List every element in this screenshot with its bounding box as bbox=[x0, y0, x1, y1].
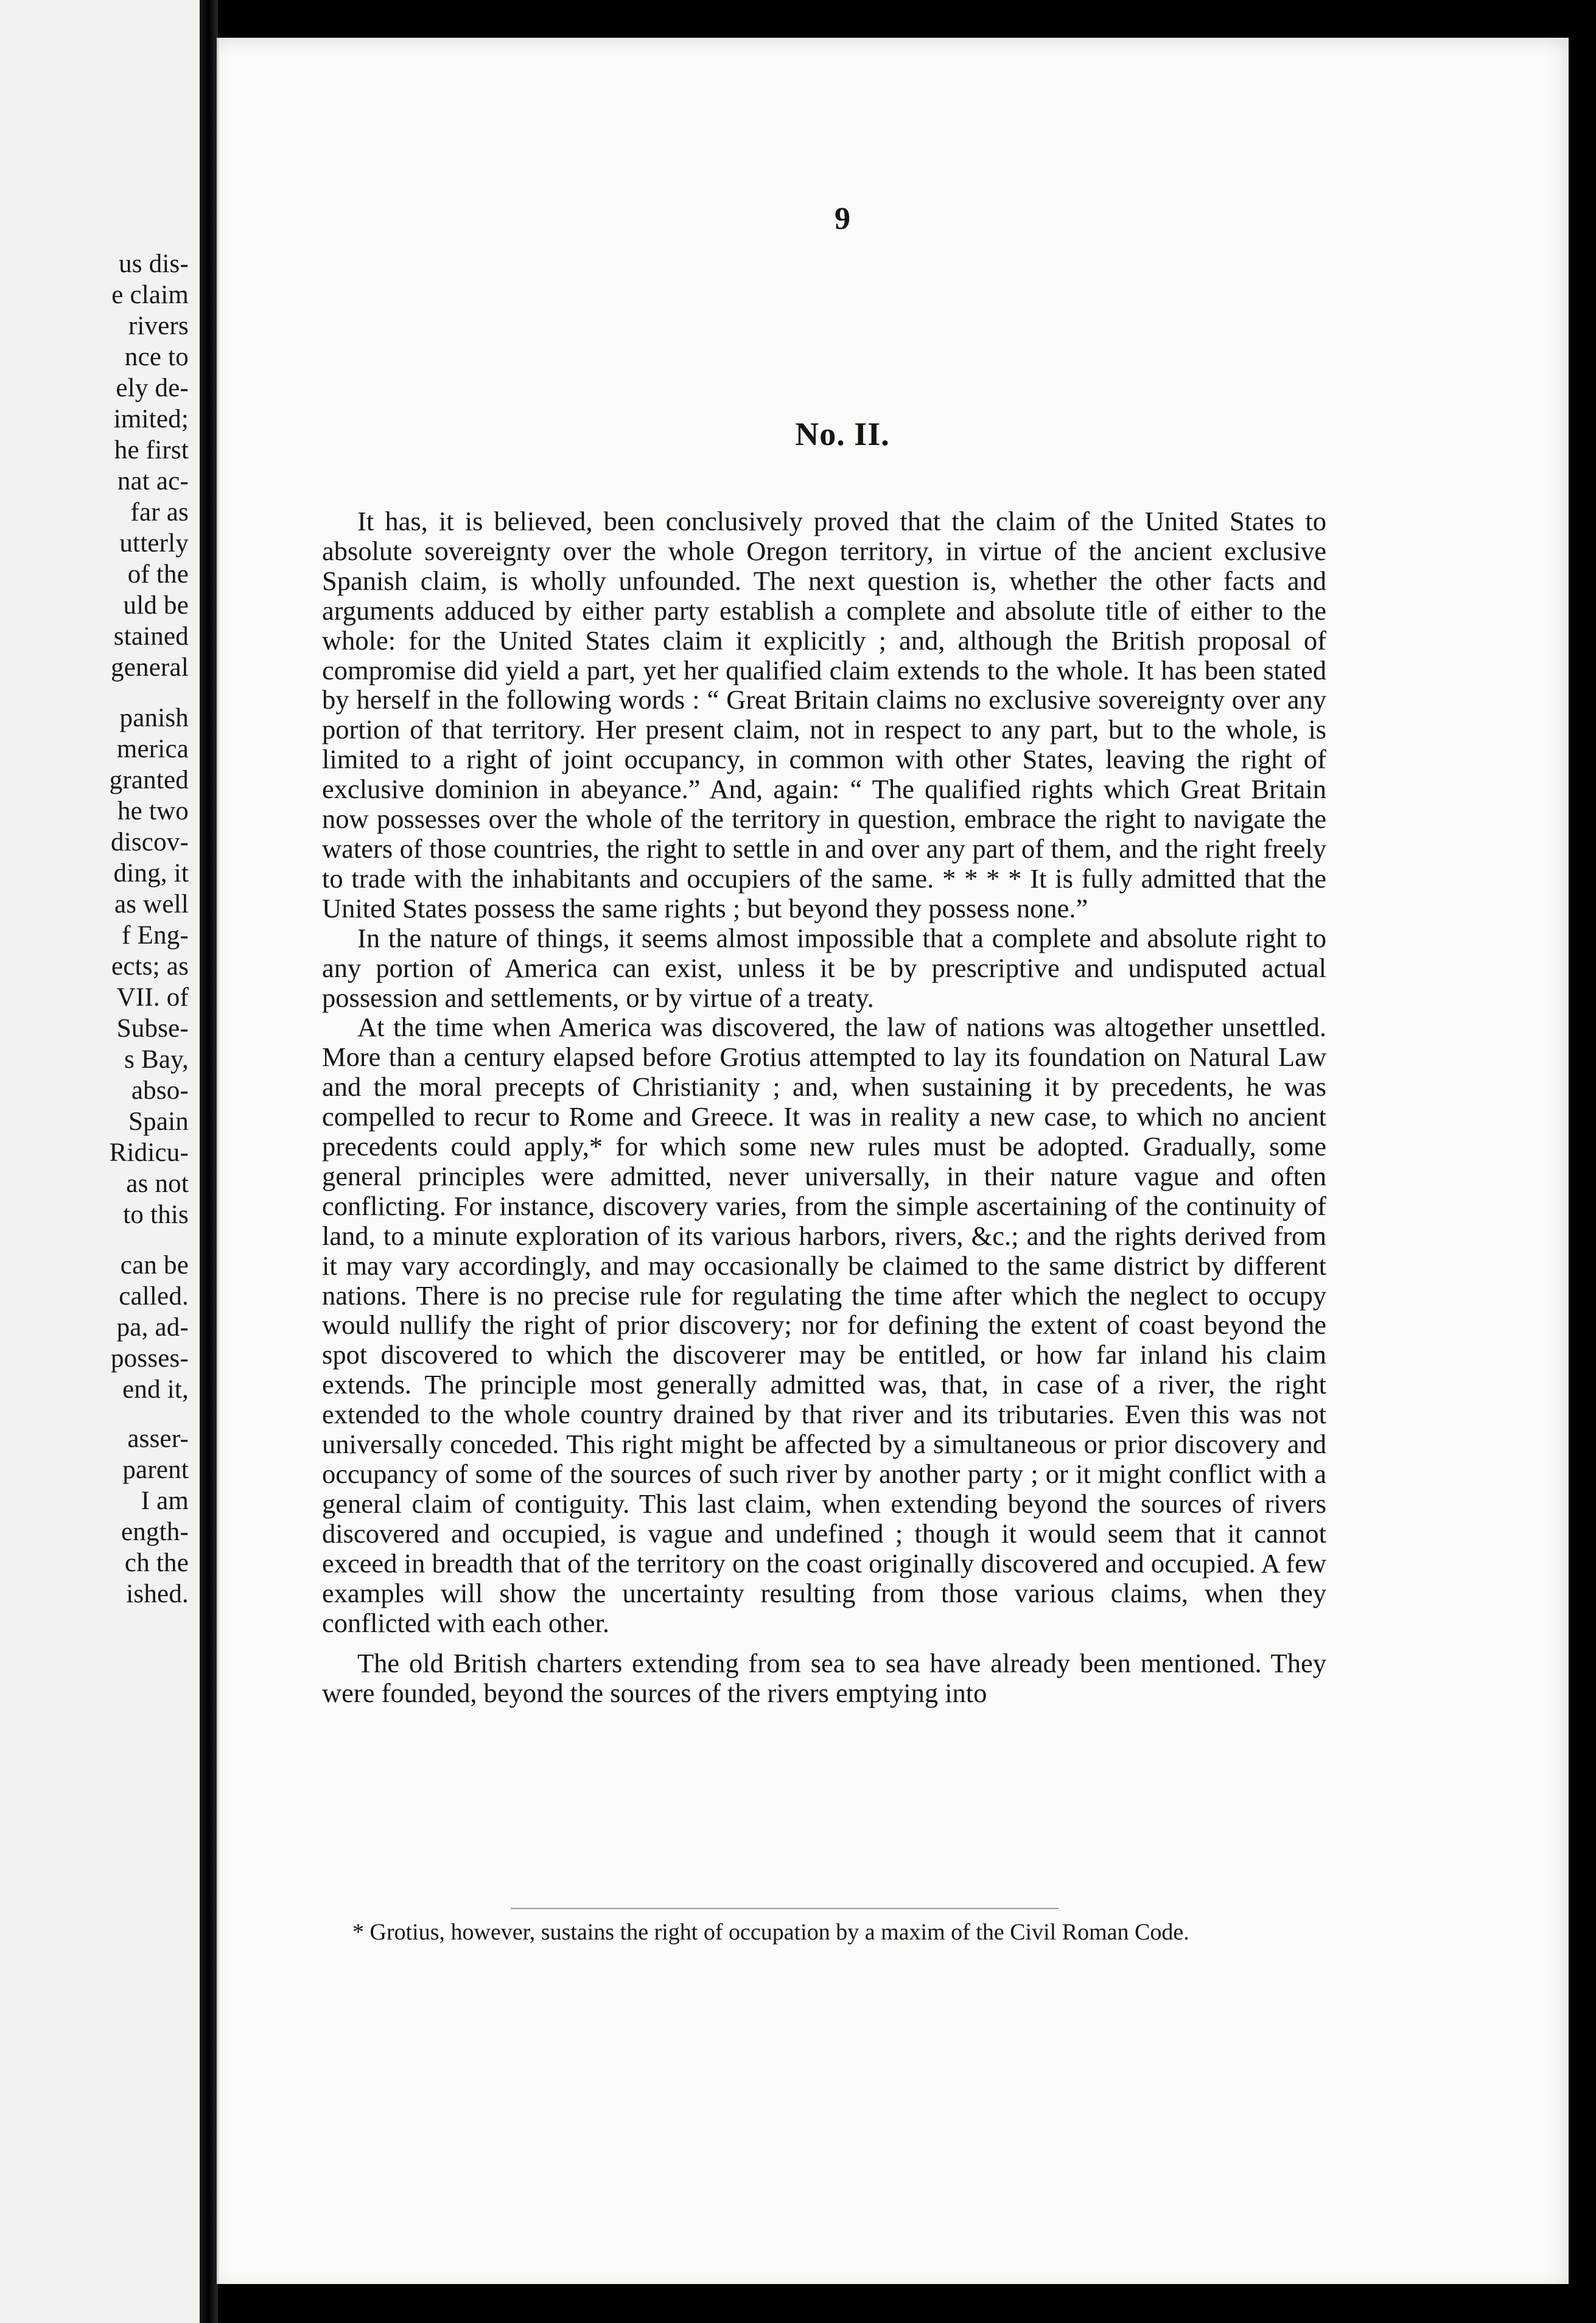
left-page-line: posses- bbox=[110, 1344, 189, 1373]
left-page-line: parent bbox=[122, 1456, 189, 1484]
left-page-line: can be bbox=[120, 1251, 189, 1280]
left-page-line: ished. bbox=[126, 1580, 189, 1608]
footnote-rule bbox=[511, 1908, 1059, 1909]
left-page-line: panish bbox=[119, 704, 189, 732]
left-page-line: abso- bbox=[131, 1076, 189, 1105]
left-page-line: as not bbox=[126, 1169, 189, 1198]
left-page-line: ely de- bbox=[116, 374, 189, 402]
left-page-line: end it, bbox=[122, 1375, 189, 1404]
footnote: * Grotius, however, sustains the right of occupation by a maxim of the Civil Roman Code. bbox=[352, 1919, 1189, 1945]
left-page-line: far as bbox=[130, 498, 189, 527]
left-page-line: uld be bbox=[123, 591, 189, 620]
left-page-line: Spain bbox=[128, 1107, 189, 1136]
body-text bbox=[322, 506, 1326, 1708]
left-page-line: nat ac- bbox=[117, 467, 189, 496]
left-page-line: Subse- bbox=[116, 1014, 189, 1043]
left-page-fragment bbox=[0, 0, 200, 2323]
left-page-line: called. bbox=[119, 1282, 189, 1311]
book-gutter bbox=[200, 0, 218, 2323]
left-page-line: granted bbox=[109, 766, 189, 794]
left-page-line: us dis- bbox=[119, 250, 189, 278]
left-page-line: he first bbox=[114, 436, 189, 464]
left-page-line: nce to bbox=[124, 343, 189, 371]
paragraph-1: It has, it is believed, been conclusively proved that the claim of the United States to absolute sovereignty over the whole Oregon territory, in virtue of the ancient exclusive Spanish claim, is wholly unfounded. The next question is, whether the other facts and arguments adduced by either party establish a complete and absolute title of either to the whole: for the United States claim it explicitly ; and, although the British proposal of compromise did yield a part, yet her qualified claim extends to the whole. It has been stated by herself in the following words : “ Great Britain claims no exclusive sovereignty over any portion of that territory. Her present claim, not in respect to any part, but to the whole, is limited to a right of joint occupancy, in common with other States, leaving the right of exclusive dominion in abeyance.” And, again: “ The qualified rights which Great Britain now possesses over the whole of the territory in question, embrace the right to navigate the waters of those countries, the right to settle in and over any part of them, and the right freely to trade with the inhabitants and occupiers of the same. * * * * It is fully admitted that the United States possess the same rights ; but beyond they possess none.” bbox=[322, 506, 1326, 923]
left-page-line: stained bbox=[113, 622, 189, 651]
left-page-line: imited; bbox=[113, 405, 189, 433]
left-page-line: he two bbox=[117, 797, 189, 825]
left-page-line: asser- bbox=[127, 1424, 189, 1453]
left-page-line: discov- bbox=[111, 828, 189, 857]
left-page-line: VII. of bbox=[116, 983, 189, 1012]
left-page-line: e claim bbox=[111, 281, 189, 309]
left-page-line: ength- bbox=[121, 1518, 189, 1546]
left-page-line: ch the bbox=[124, 1549, 189, 1577]
paragraph-3: At the time when America was discovered, the law of nations was altogether unsettled. More than a century elapsed before Grotius attempted to lay its foundation on Natural Law and the moral precepts of Christianity ; and, when sustaining it by precedents, he was compelled to recur to Rome and Greece. It was in reality a new case, to which no ancient precedents could apply,* for which some new rules must be adopted. Gradually, some general principles were admitted, never universally, in their nature vague and often conflicting. For instance, discovery varies, from the simple ascertaining of the continuity of land, to a minute exploration of its various harbors, rivers, &c.; and the rights derived from it may vary accordingly, and may occasionally be claimed to the same district by different nations. There is no precise rule for regulating the time after which the neglect to occupy would nullify the right of prior discovery; nor for defining the extent of coast beyond the spot discovered to which the discoverer may be entitled, or how far inland his claim extends. The principle most generally admitted was, that, in case of a river, the right extended to the whole country drained by that river and its tributaries. Even this was not universally conceded. This right might be affected by a simultaneous or prior discovery and occupancy of some of the sources of such river by another party ; or it might conflict with a general claim of contiguity. This last claim, when extending beyond the sources of rivers discovered and occupied, is vague and undefined ; though it would seem that it cannot exceed in breadth that of the territory on the coast originally discovered and occupied. A few examples will show the uncertainty resulting from those various claims, when they conflicted with each other. bbox=[322, 1012, 1326, 1638]
left-page-line: I am bbox=[141, 1487, 189, 1515]
left-page-line: of the bbox=[127, 560, 189, 589]
page-number: 9 bbox=[835, 201, 850, 236]
right-page bbox=[217, 38, 1569, 2284]
section-heading: No. II. bbox=[795, 416, 890, 452]
left-page-line: s Bay, bbox=[124, 1045, 189, 1074]
left-page-line: rivers bbox=[128, 312, 189, 340]
left-page-line: Ridicu- bbox=[109, 1138, 189, 1167]
left-page-line: utterly bbox=[119, 529, 189, 558]
left-page-line: ects; as bbox=[111, 952, 189, 981]
left-page-line: pa, ad- bbox=[116, 1313, 189, 1342]
left-page-line: f Eng- bbox=[122, 921, 189, 950]
paragraph-2: In the nature of things, it seems almost impossible that a complete and absolute right to any portion of America can exist, unless it be by prescriptive and undisputed actual possession and settlements, or by virtue of a treaty. bbox=[322, 922, 1326, 1013]
paragraph-4: The old British charters extending from sea to sea have already been mentioned. They were founded, beyond the sources of the rivers emptying into bbox=[322, 1648, 1326, 1709]
left-page-line: to this bbox=[123, 1200, 189, 1229]
left-page-line: general bbox=[111, 653, 189, 682]
left-page-line: merica bbox=[116, 735, 189, 763]
left-page-line: ding, it bbox=[113, 859, 189, 888]
left-page-line: as well bbox=[114, 890, 189, 919]
